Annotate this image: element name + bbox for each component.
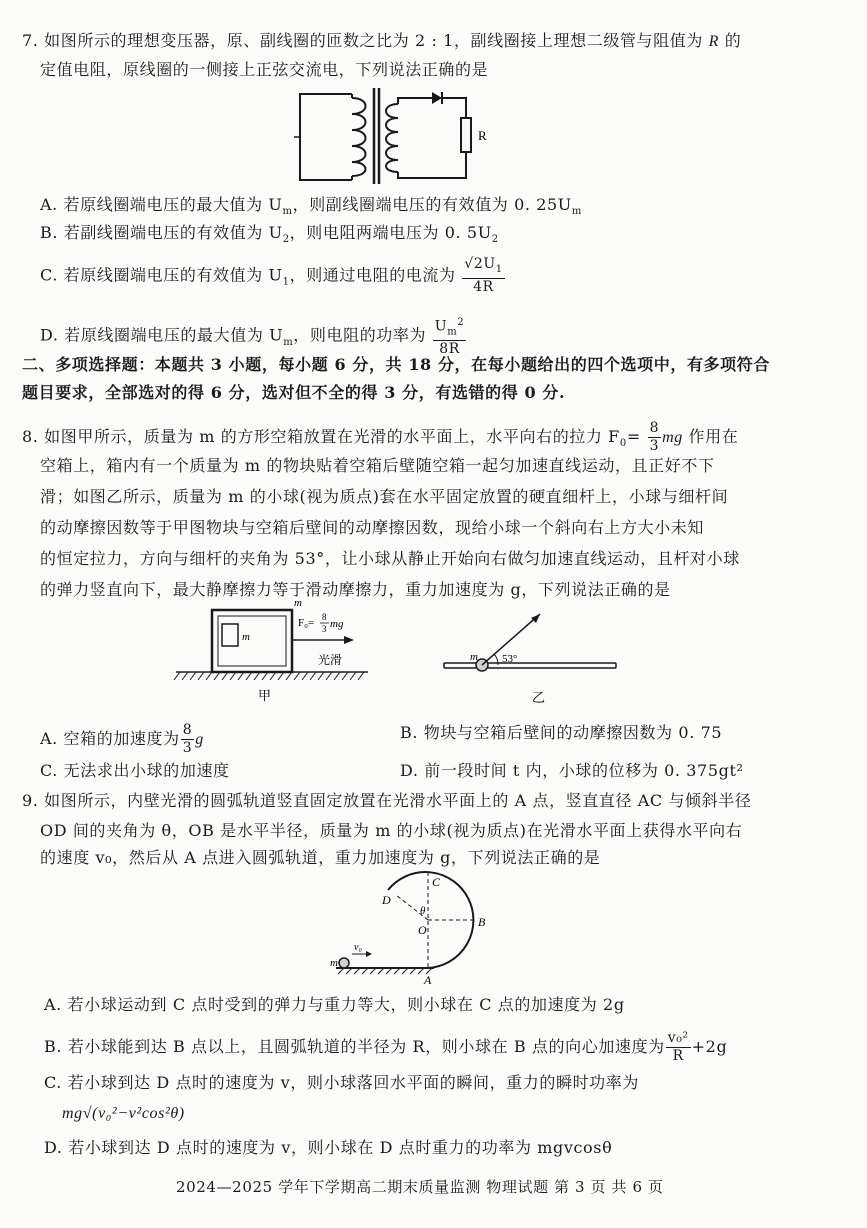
q7-opt-c-sub: 1 xyxy=(282,276,290,288)
q7-option-c xyxy=(40,256,506,296)
q9-option-c-line-2: mg√(v₀²−v²cos²θ) xyxy=(62,1105,185,1122)
q8-option-c: C. 无法求出小球的加速度 xyxy=(40,761,230,780)
q8-stem-line-1: 8. 如图甲所示，质量为 m 的方形空箱放置在光滑的水平面上，水平向右的拉力 $F_0=$ $\frac{8}{3}$ mg 作用在 xyxy=(22,420,739,454)
q7-opt-c-fraction xyxy=(462,256,504,296)
q8-figure-yi xyxy=(440,610,620,708)
section2-heading-line-2: 题目要求，全部选对的得 6 分，选对但不全的得 3 分，有选错的得 0 分. xyxy=(22,383,566,402)
q8-option-a xyxy=(40,722,204,757)
q9-stem-line-1: 9. 如图所示，内壁光滑的圆弧轨道竖直固定放置在光滑水平面上的 A 点，竖直直径 AC 与倾斜半径 xyxy=(22,791,752,810)
q8-stem-line-4: 的动摩擦因数等于甲图物块与空箱后壁间的动摩擦因数，现给小球一个斜向右上方大小未知 xyxy=(40,518,705,537)
q9-fig-O-label: O xyxy=(418,923,427,937)
q7-opt-b-sub: 2 xyxy=(282,234,290,246)
q8-stem-text: 8. 如图甲所示，质量为 m 的方形空箱放置在光滑的水平面上，水平向右的拉力 F xyxy=(22,427,620,446)
q8-stem-line-2: 空箱上，箱内有一个质量为 m 的物块贴着空箱后壁随空箱一起匀加速直线运动，且正好不下 xyxy=(40,456,715,475)
q9-option-d: D. 若小球到达 D 点时的速度为 v，则小球在 D 点时重力的功率为 mgvcosθ xyxy=(44,1138,613,1157)
q8-opt-a-tail: g xyxy=(195,731,204,748)
q8-stem-line-6: 的弹力竖直向下，最大静摩擦力等于滑动摩擦力，重力加速度为 g，下列说法正确的是 xyxy=(40,580,671,599)
q7-opt-a-text: A. 若原线圈端电压的最大值为 U xyxy=(40,195,283,214)
q9-circular-track-figure xyxy=(316,868,516,990)
q7-opt-c-text: C. 若原线圈端电压的有效值为 U xyxy=(40,265,283,285)
q7-option-a xyxy=(40,194,582,223)
q8-opt-a-text: A. 空箱的加速度为 xyxy=(40,729,180,748)
q9-option-c-line-1: C. 若小球到达 D 点时的速度为 v，则小球落回水平面的瞬间，重力的瞬时功率为 xyxy=(44,1073,639,1092)
q7-opt-d-tail: ，则电阻的功率为 xyxy=(293,325,427,345)
q7-opt-c-denominator: 4R xyxy=(473,278,494,295)
q9-fig-A-label: A xyxy=(424,973,432,987)
q7-option-b xyxy=(40,222,499,251)
q8-stem-line-3: 滑；如图乙所示，质量为 m 的小球(视为质点)套在水平固定放置的硬直细杆上，小球与细杆间 xyxy=(40,487,729,506)
q8-fig-smooth-label: 光滑 xyxy=(318,653,343,667)
q8-fig-box-mass-label: m xyxy=(294,597,302,609)
q8-opt-a-denominator: 3 xyxy=(182,740,193,756)
q8-stem-line-5: 的恒定拉力，方向与细杆的夹角为 53°，让小球从静止开始向右做匀加速直线运动，且杆对小球 xyxy=(40,549,740,568)
page-footer: 2024—2025 学年下学期高二期末质量监测 物理试题 第 3 页 共 6 页 xyxy=(176,1178,664,1196)
q7-opt-d-fraction xyxy=(433,314,466,358)
q7-opt-d-num-sup: 2 xyxy=(457,317,465,328)
q9-opt-b-text: B. 若小球能到达 B 点以上，且圆弧轨道的半径为 R，则小球在 B 点的向心加速度为 xyxy=(44,1037,665,1056)
q7-opt-d-sub: m xyxy=(283,336,294,348)
q7-opt-a-sub: m xyxy=(282,206,293,218)
q7-opt-d-num-sub: m xyxy=(447,326,458,338)
q7-stem-text: 7. 如图所示的理想变压器，原、副线圈的匝数之比为 2 : 1，副线圈接上理想二级管与阻值为 xyxy=(22,31,709,50)
q8-fig-ball-mass-label: m xyxy=(470,651,478,663)
q7-opt-a-tail: ，则副线圈端电压的有效值为 0. 25U xyxy=(292,195,572,214)
q7-opt-c-numerator: √2U xyxy=(464,256,496,272)
q7-opt-b-text: B. 若副线圈端电压的有效值为 U xyxy=(40,223,283,242)
q9-opt-b-fraction xyxy=(666,1030,691,1065)
q7-transformer-diagram xyxy=(290,84,490,188)
q9-fig-D-label: D xyxy=(382,893,391,907)
q8-f0-sub: 0 xyxy=(619,438,627,450)
q8-opt-a-fraction xyxy=(181,722,195,757)
q7-stem-line-2: 定值电阻，原线圈的一侧接上正弦交流电，下列说法正确的是 xyxy=(40,60,489,79)
q7-fig-R-label: R xyxy=(478,128,487,143)
q8-fig-force-label: F₀= xyxy=(298,617,315,629)
q8-fig-block-mass-label: m xyxy=(242,631,250,643)
q8-opt-a-numerator: 8 xyxy=(182,722,193,738)
q8-stem-tail: 作用在 xyxy=(688,427,739,446)
q8-fig-force-num: 8 xyxy=(322,612,327,622)
q8-f0-fraction xyxy=(648,420,662,455)
q8-f0-numerator: 8 xyxy=(649,420,660,436)
q9-fig-v0-label: v₀ xyxy=(354,942,362,953)
q8-figure-jia xyxy=(172,596,372,708)
q8-fig-yi-label: 乙 xyxy=(532,691,546,706)
q8-fig-force-den: 3 xyxy=(322,624,327,634)
section2-heading-line-1: 二、多项选择题：本题共 3 小题，每小题 6 分，共 18 分，在每小题给出的四个选项中，有多项符合 xyxy=(22,355,770,374)
q9-stem-line-3: 的速度 v₀，然后从 A 点进入圆弧轨道，重力加速度为 g，下列说法正确的是 xyxy=(40,848,601,867)
q8-fig-jia-label: 甲 xyxy=(258,689,272,704)
q7-opt-d-text: D. 若原线圈端电压的最大值为 U xyxy=(40,325,284,345)
q7-opt-b-sub-2: 2 xyxy=(491,234,499,246)
q9-opt-b-numerator: v₀² xyxy=(667,1030,689,1046)
q8-fig-force-mg: mg xyxy=(330,618,344,630)
q7-opt-c-tail: ，则通过电阻的电流为 xyxy=(289,265,456,285)
q9-fig-ball-mass-label: m xyxy=(330,957,338,969)
q9-opt-b-denominator: R xyxy=(672,1048,684,1064)
q7-R-symbol: R xyxy=(708,33,720,50)
q7-opt-a-sub-2: m xyxy=(571,206,582,218)
q7-stem-line-1 xyxy=(22,30,741,53)
q8-option-b: B. 物块与空箱后壁间的动摩擦因数为 0. 75 xyxy=(400,723,723,742)
q9-fig-C-label: C xyxy=(432,875,441,889)
q8-option-d: D. 前一段时间 t 内，小球的位移为 0. 375gt² xyxy=(400,761,744,780)
q9-option-a: A. 若小球运动到 C 点时受到的弹力与重力等大，则小球在 C 点的加速度为 2g xyxy=(44,995,625,1014)
q7-opt-c-num-sub: 1 xyxy=(495,263,503,275)
q7-opt-d-numerator: U xyxy=(434,318,448,335)
q8-fig-angle-label: 53° xyxy=(502,653,518,665)
q9-stem-line-2: OD 间的夹角为 θ，OB 是水平半径，质量为 m 的小球(视为质点)在光滑水平面上获得水平向右 xyxy=(40,821,743,840)
q8-f0-denominator: 3 xyxy=(649,438,660,454)
q7-stem-tail: 的 xyxy=(719,31,742,50)
q7-option-d xyxy=(40,314,467,358)
q7-opt-b-tail: ，则电阻两端电压为 0. 5U xyxy=(289,223,492,242)
q9-opt-b-tail: +2g xyxy=(691,1037,728,1056)
q7-opt-d-denominator: 8R xyxy=(439,341,460,358)
q9-fig-theta-label: θ xyxy=(420,905,426,917)
q8-f0-mg: mg xyxy=(662,429,683,446)
q9-fig-B-label: B xyxy=(478,915,486,929)
q9-option-b xyxy=(44,1030,727,1065)
